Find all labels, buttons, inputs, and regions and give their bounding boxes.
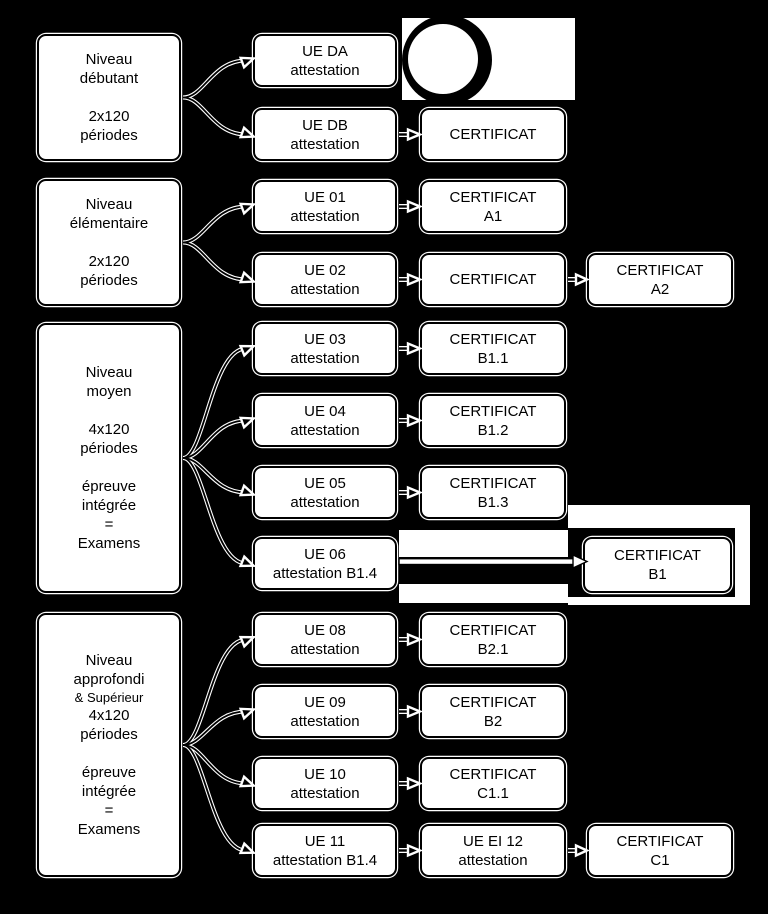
box-niveau-moyen: Niveau moyen 4x120 périodes épreuve intégrée = Examens [37,323,181,593]
box-ue-11: UE 11 attestation B1.4 [253,824,397,877]
box-ue-ei-12: UE EI 12 attestation [420,824,566,877]
box-certificat-02: CERTIFICAT [420,253,566,306]
box-certificat-c1-1: CERTIFICAT C1.1 [420,757,566,810]
box-ue-03: UE 03 attestation [253,322,397,375]
box-ue-da: UE DA attestation [253,34,397,87]
box-certificat-b2-1: CERTIFICAT B2.1 [420,613,566,666]
box-ue-01: UE 01 attestation [253,180,397,233]
box-certificat-db: CERTIFICAT [420,108,566,161]
box-certificat-c1: CERTIFICAT C1 [587,824,733,877]
box-certificat-b1: CERTIFICAT B1 [583,537,732,593]
box-ue-08: UE 08 attestation [253,613,397,666]
fan-connectors [183,54,255,858]
box-certificat-b2: CERTIFICAT B2 [420,685,566,738]
box-certificat-b1-3: CERTIFICAT B1.3 [420,466,566,519]
circle-annotation-inner [408,24,478,94]
whiteout-bar-lower [399,584,568,603]
box-niveau-debutant: Niveau débutant 2x120 périodes [37,34,181,161]
box-certificat-b1-1: CERTIFICAT B1.1 [420,322,566,375]
fan-arrowhead-icons [241,54,256,858]
box-certificat-a2: CERTIFICAT A2 [587,253,733,306]
box-certificat-b1-2: CERTIFICAT B1.2 [420,394,566,447]
box-ue-02: UE 02 attestation [253,253,397,306]
box-ue-04: UE 04 attestation [253,394,397,447]
box-ue-06: UE 06 attestation B1.4 [253,537,397,590]
box-niveau-elementaire: Niveau élémentaire 2x120 périodes [37,179,181,306]
box-ue-10: UE 10 attestation [253,757,397,810]
box-ue-05: UE 05 attestation [253,466,397,519]
box-certificat-a1: CERTIFICAT A1 [420,180,566,233]
box-ue-db: UE DB attestation [253,108,397,161]
whiteout-bar-upper [399,530,568,557]
box-niveau-approfondi: Niveau approfondi & Supérieur 4x120 périodes épreuve intégrée = Examens [37,613,181,877]
box-ue-09: UE 09 attestation [253,685,397,738]
